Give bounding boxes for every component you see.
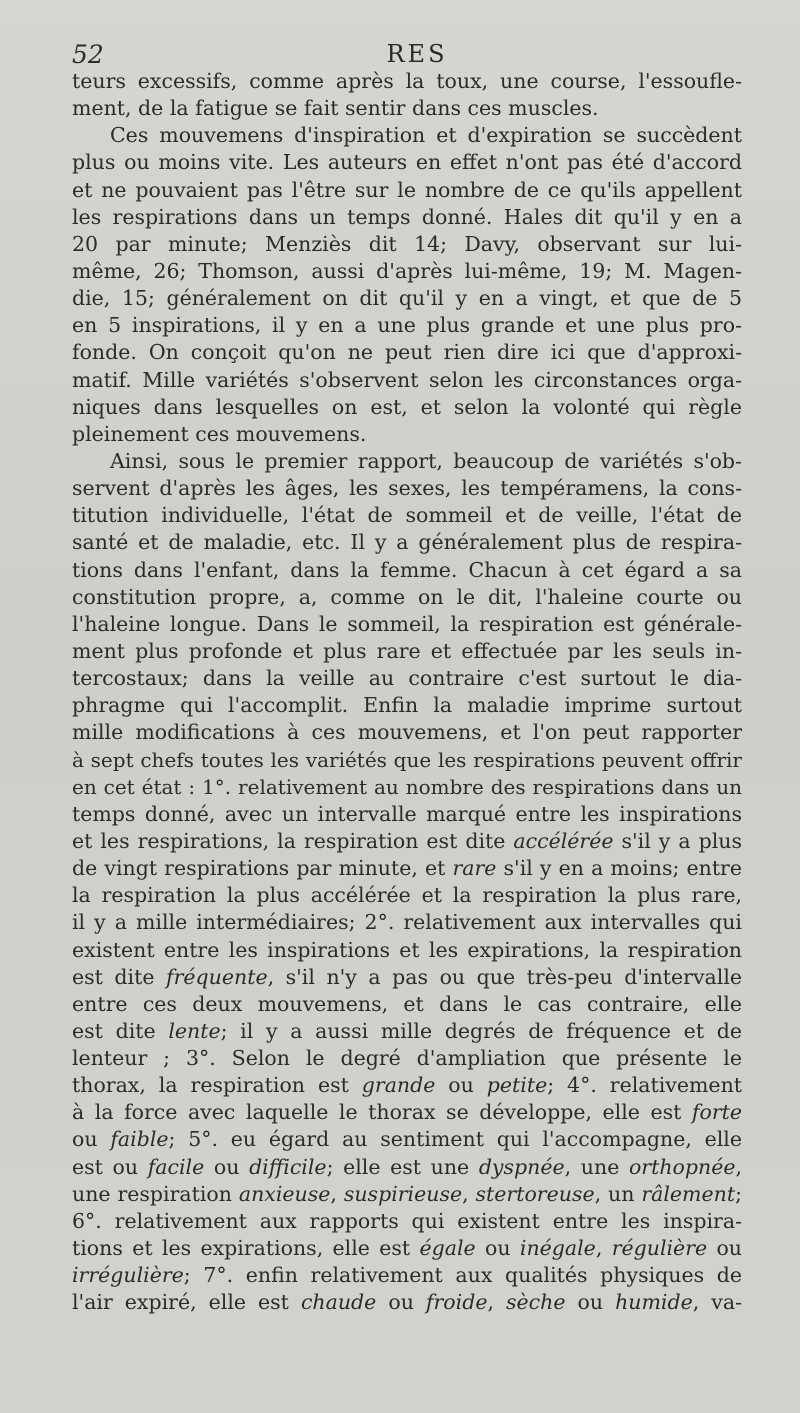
- text-line: die, 15; généralement on dit qu'il y en a vingt, et que de 5: [72, 286, 742, 311]
- text-line: mille modifications à ces mouvemens, et l'on peut rapporter: [72, 720, 742, 745]
- text-line: la respiration la plus accélérée et la respiration la plus rare,: [72, 883, 742, 908]
- text-line: il y a mille intermédiaires; 2°. relativement aux intervalles qui: [72, 910, 742, 935]
- text-line: ment, de la fatigue se fait sentir dans ces muscles.: [72, 96, 599, 121]
- text-line: santé et de maladie, etc. Il y a généralement plus de respira-: [72, 530, 742, 555]
- text-line: en 5 inspirations, il y en a une plus grande et une plus pro-: [72, 313, 742, 338]
- text-line: constitution propre, a, comme on le dit, l'haleine courte ou: [72, 584, 742, 609]
- text-line: même, 26; Thomson, aussi d'après lui-même, 19; M. Magen-: [72, 258, 742, 283]
- text-line: de vingt respirations par minute, et rare s'il y en a moins; entre: [72, 856, 742, 881]
- text-line: et les respirations, la respiration est dite accélérée s'il y a plus: [72, 828, 742, 853]
- text-line: matif. Mille variétés s'observent selon les circonstances orga-: [72, 367, 742, 392]
- text-line: temps donné, avec un intervalle marqué entre les inspirations: [72, 801, 742, 826]
- text-line: teurs excessifs, comme après la toux, une course, l'essoufle-: [72, 69, 742, 93]
- text-line: Ainsi, sous le premier rapport, beaucoup de variétés s'ob-: [110, 448, 742, 473]
- text-line: à sept chefs toutes les variétés que les respirations peuvent offrir: [72, 747, 742, 772]
- text-line: 6°. relativement aux rapports qui existent entre les inspira-: [72, 1208, 742, 1233]
- text-line: servent d'après les âges, les sexes, les tempéramens, la cons-: [72, 476, 742, 501]
- body-text: [72, 68, 742, 1316]
- text-line: Ces mouvemens d'inspiration et d'expiration se succèdent: [110, 123, 742, 148]
- text-line: est ou facile ou difficile; elle est une dyspnée, une orthopnée,: [72, 1154, 743, 1179]
- text-line: tions dans l'enfant, dans la femme. Chacun à cet égard a sa: [72, 557, 742, 582]
- text-line: en cet état : 1°. relativement au nombre des respirations dans un: [72, 774, 742, 799]
- text-line: thorax, la respiration est grande ou petite; 4°. relativement: [72, 1073, 743, 1098]
- text-line: une respiration anxieuse, suspirieuse, stertoreuse, un râlement;: [72, 1181, 742, 1206]
- text-line: l'air expiré, elle est chaude ou froide, sèche ou humide, va-: [72, 1290, 743, 1315]
- text-line: ou faible; 5°. eu égard au sentiment qui l'accompagne, elle: [72, 1127, 742, 1152]
- text-line: plus ou moins vite. Les auteurs en effet n'ont pas été d'accord: [72, 150, 742, 175]
- text-line: fonde. On conçoit qu'on ne peut rien dire ici que d'approxi-: [72, 340, 742, 365]
- text-line: irrégulière; 7°. enfin relativement aux qualités physiques de: [72, 1263, 742, 1288]
- text-line: l'haleine longue. Dans le sommeil, la respiration est générale-: [72, 611, 742, 636]
- text-line: à la force avec laquelle le thorax se développe, elle est forte: [72, 1100, 742, 1125]
- text-line: niques dans lesquelles on est, et selon la volonté qui règle: [72, 394, 742, 419]
- text-line: est dite fréquente, s'il n'y a pas ou que très-peu d'intervalle: [72, 964, 743, 989]
- text-line: lenteur ; 3°. Selon le degré d'ampliation que présente le: [72, 1046, 742, 1071]
- text-line: tercostaux; dans la veille au contraire c'est surtout le dia-: [72, 666, 742, 691]
- text-line: et ne pouvaient pas l'être sur le nombre de ce qu'ils appellent: [72, 177, 742, 202]
- text-line: existent entre les inspirations et les expirations, la respiration: [72, 937, 742, 962]
- running-head: RES: [386, 40, 448, 68]
- page-number: 52: [72, 40, 104, 69]
- text-line: entre ces deux mouvemens, et dans le cas contraire, elle: [72, 991, 742, 1016]
- text-line: tions et les expirations, elle est égale ou inégale, régulière ou: [72, 1236, 743, 1261]
- text-line: les respirations dans un temps donné. Hales dit qu'il y en a: [72, 204, 742, 229]
- text-line: 20 par minute; Menziès dit 14; Davy, observant sur lui-: [72, 231, 742, 256]
- text-line: ment plus profonde et plus rare et effectuée par les seuls in-: [72, 638, 742, 663]
- text-line: titution individuelle, l'état de sommeil et de veille, l'état de: [72, 503, 742, 528]
- text-line: est dite lente; il y a aussi mille degrés de fréquence et de: [72, 1018, 742, 1043]
- text-line: pleinement ces mouvemens.: [72, 421, 367, 446]
- text-line: phragme qui l'accomplit. Enfin la maladie imprime surtout: [72, 693, 742, 718]
